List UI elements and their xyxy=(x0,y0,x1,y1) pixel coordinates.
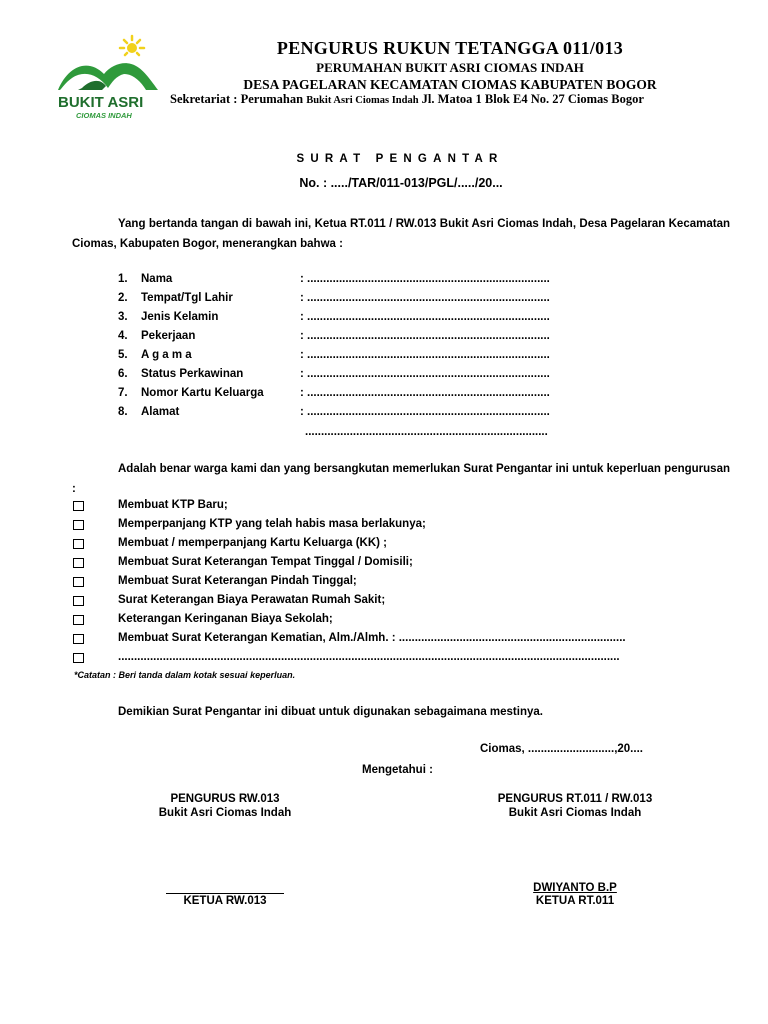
logo-brand-text: BUKIT ASRI xyxy=(58,94,144,111)
field-value[interactable]: : ............................................................................ xyxy=(300,368,550,380)
field-label: Jenis Kelamin xyxy=(141,311,219,323)
field-number: 1. xyxy=(118,273,128,285)
rt-signatory-name: DWIYANTO B.P xyxy=(533,882,617,894)
address-street: Jl. Matoa 1 Blok E4 No. 27 Ciomas Bogor xyxy=(421,92,644,106)
purpose-paragraph: Adalah benar warga kami dan yang bersangkutan memerlukan Surat Pengantar ini untuk keperluan pengurusan : xyxy=(72,463,730,495)
note: *Catatan : Beri tanda dalam kotak sesuai keperluan. xyxy=(74,670,296,680)
rt-signature-org: PENGURUS RT.011 / RW.013 xyxy=(497,793,653,805)
letterhead-housing: PERUMAHAN BUKIT ASRI CIOMAS INDAH xyxy=(316,60,584,75)
document-number: No. : ...../TAR/011-013/PGL/...../20... xyxy=(299,176,503,190)
field-label: Tempat/Tgl Lahir xyxy=(141,292,233,304)
rw-signature-org: PENGURUS RW.013 xyxy=(170,793,280,805)
checkbox[interactable] xyxy=(73,577,84,587)
rt-signature-role: KETUA RT.011 xyxy=(535,895,615,907)
field-number: 6. xyxy=(118,368,128,380)
address-continuation-line[interactable]: ............................................................................ xyxy=(305,426,548,438)
field-number: 3. xyxy=(118,311,128,323)
field-number: 4. xyxy=(118,330,128,342)
checkbox[interactable] xyxy=(73,520,84,530)
option-label: Membuat Surat Keterangan Pindah Tinggal; xyxy=(118,575,357,587)
field-number: 2. xyxy=(118,292,128,304)
field-value[interactable]: : ............................................................................ xyxy=(300,406,550,418)
field-number: 7. xyxy=(118,387,128,399)
checkbox[interactable] xyxy=(73,558,84,568)
field-number: 8. xyxy=(118,406,128,418)
sun-icon xyxy=(120,36,144,55)
place-date[interactable]: Ciomas, ...........................,20.... xyxy=(480,743,643,755)
option-label: Surat Keterangan Biaya Perawatan Rumah Sakit; xyxy=(118,594,386,606)
closing-statement: Demikian Surat Pengantar ini dibuat untuk digunakan sebagaimana mestinya. xyxy=(118,706,543,718)
field-label: Pekerjaan xyxy=(141,330,196,342)
field-value[interactable]: : ............................................................................ xyxy=(300,387,550,399)
field-value[interactable]: : ............................................................................ xyxy=(300,330,550,342)
option-label: Membuat Surat Keterangan Kematian, Alm./Almh. : ....................................................................... xyxy=(118,632,626,644)
option-label: Keterangan Keringanan Biaya Sekolah; xyxy=(118,613,333,625)
field-label: Nama xyxy=(141,273,173,285)
field-number: 5. xyxy=(118,349,128,361)
logo-sub-text: CIOMAS INDAH xyxy=(76,111,132,120)
hills-icon xyxy=(58,63,158,90)
field-value[interactable]: : ............................................................................ xyxy=(300,311,550,323)
checkbox[interactable] xyxy=(73,596,84,606)
checkbox[interactable] xyxy=(73,615,84,625)
letterhead-address xyxy=(170,92,732,107)
rw-signature-role: KETUA RW.013 xyxy=(183,895,267,907)
logo-graphic xyxy=(54,34,162,124)
intro-paragraph: Yang bertanda tangan di bawah ini, Ketua RT.011 / RW.013 Bukit Asri Ciomas Indah, Desa Pagelaran Kecamatan Ciomas, Kabupaten Bogor, menerangkan bahwa : xyxy=(72,218,730,250)
field-label: A g a m a xyxy=(141,349,192,361)
option-label: Membuat Surat Keterangan Tempat Tinggal / Domisili; xyxy=(118,556,413,568)
logo xyxy=(54,34,162,124)
option-label: ............................................................................................................................................................. xyxy=(118,651,620,663)
address-prefix: Sekretariat : Perumahan xyxy=(170,92,304,106)
field-label: Nomor Kartu Keluarga xyxy=(141,387,264,399)
field-label: Status Perkawinan xyxy=(141,368,244,380)
field-label: Alamat xyxy=(141,406,180,418)
checkbox[interactable] xyxy=(73,634,84,644)
address-housing-name: Bukit Asri Ciomas Indah xyxy=(306,95,419,106)
option-label: Memperpanjang KTP yang telah habis masa berlakunya; xyxy=(118,518,426,530)
checkbox[interactable] xyxy=(73,653,84,663)
field-value[interactable]: : ............................................................................ xyxy=(300,349,550,361)
letterhead-village: DESA PAGELARAN KECAMATAN CIOMAS KABUPATEN BOGOR xyxy=(243,77,657,92)
rw-signature-location: Bukit Asri Ciomas Indah xyxy=(158,807,292,819)
rt-signature-location: Bukit Asri Ciomas Indah xyxy=(508,807,642,819)
letterhead-title: PENGURUS RUKUN TETANGGA 011/013 xyxy=(276,38,624,58)
document-title: SURAT PENGANTAR xyxy=(296,153,504,165)
field-value[interactable]: : ............................................................................ xyxy=(300,273,550,285)
option-label: Membuat / memperpanjang Kartu Keluarga (KK) ; xyxy=(118,537,388,549)
acknowledge-label: Mengetahui : xyxy=(362,764,433,776)
checkbox[interactable] xyxy=(73,501,84,511)
rw-signature-line xyxy=(166,893,284,894)
option-label: Membuat KTP Baru; xyxy=(118,499,228,511)
checkbox[interactable] xyxy=(73,539,84,549)
field-value[interactable]: : ............................................................................ xyxy=(300,292,550,304)
